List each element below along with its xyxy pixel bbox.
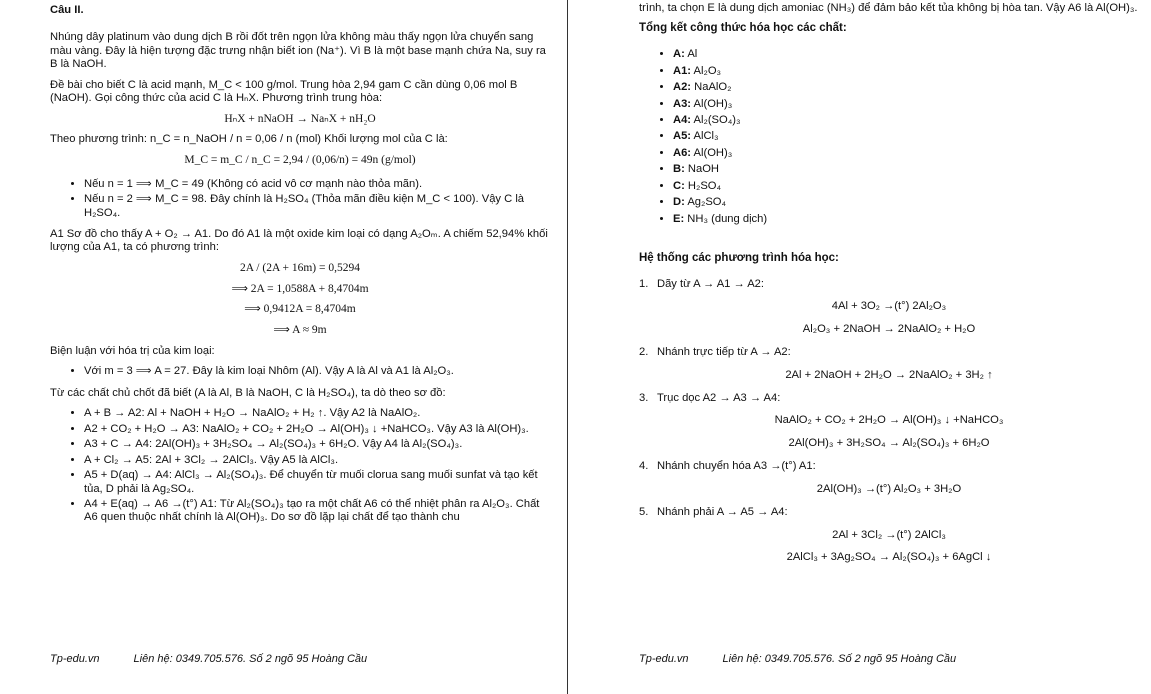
summary-item: [673, 65, 1139, 78]
equation-step-3: ⟹ A ≈ 9m: [273, 324, 327, 337]
chemical-equation: 2Al + 3Cl₂ →(t°) 2AlCl₃: [832, 528, 946, 541]
summary-item: [673, 213, 1139, 226]
summary-key: A4:: [673, 113, 692, 126]
chemical-equation: NaAlO₂ + CO₂ + 2H₂O → Al(OH)₃ ↓ +NaHCO₃: [774, 414, 1004, 427]
continuation-text: trình, ta chọn E là dung dịch amoniac (NH₃) để đảm bảo kết tủa không bị hòa tan. Vậy A6 là Al(OH)₃.: [639, 2, 1138, 14]
group-title: Trục dọc A2 → A3 → A4:: [657, 392, 781, 405]
case-n1: • Nếu n = 1 ⟹ M_C = 49 (Không có acid vô cơ mạnh nào thỏa mãn).: [84, 178, 550, 191]
group-number: 5.: [639, 506, 649, 519]
summary-item: [673, 196, 1139, 209]
right-page: [569, 0, 1151, 694]
equation-group: [639, 460, 1139, 496]
summary-item: [673, 147, 1139, 160]
summary-key: A6:: [673, 146, 692, 159]
summary-item: [673, 163, 1139, 176]
case-m3: • Với m = 3 ⟹ A = 27. Đây là kim loại Nhôm (Al). Vậy A là Al và A1 là Al₂O₃.: [84, 365, 550, 378]
summary-value: Al₂(SO₄)₃: [693, 113, 741, 126]
equation-group: [639, 346, 1139, 382]
group-number: 4.: [639, 460, 649, 473]
summary-value: H₂SO₄: [687, 179, 722, 192]
chemical-equation: Al₂O₃ + 2NaOH → 2NaAlO₂ + H₂O: [802, 322, 976, 335]
group-title: Nhánh phải A → A5 → A4:: [657, 506, 788, 519]
reaction-step: • A5 + D(aq) → A4: AlCl₃ → Al₂(SO₄)₃. Để chuyển từ muối clorua sang muối sunfat và tạo kết tủa, D phải là Ag₂SO₄.: [84, 469, 550, 496]
group-title: Dãy từ A → A1 → A2:: [657, 277, 764, 290]
group-heading: [639, 460, 1139, 473]
paragraph-1: Nhúng dây platinum vào dung dịch B rồi đốt trên ngọn lửa không màu thấy ngọn lửa chuyển sang màu vàng. Đây là hiện tượng đặc trưng nhận biết ion (Na⁺). Vì B là một base mạnh chứa Na, suy ra B là NaOH.: [50, 31, 546, 71]
footer-site: Tp-edu.vn: [639, 653, 689, 665]
summary-value: AlCl₃: [693, 130, 719, 143]
equation-molar-mass: M_C = m_C / n_C = 2,94 / (0,06/n) = 49n (g/mol): [184, 153, 416, 166]
group-heading: [639, 392, 1139, 405]
equation-step-2: ⟹ 0,9412A = 8,4704m: [244, 303, 356, 316]
reaction-step: • A2 + CO₂ + H₂O → A3: NaAlO₂ + CO₂ + 2H₂O → Al(OH)₃ ↓ +NaHCO₃. Vậy A3 là Al(OH)₃.: [84, 423, 550, 436]
summary-key: A1:: [673, 64, 692, 77]
footer-contact: Liên hệ: 0349.705.576. Số 2 ngõ 95 Hoàng Cầu: [133, 653, 368, 665]
chemical-equation: 2Al(OH)₃ →(t°) Al₂O₃ + 3H₂O: [816, 482, 962, 495]
summary-item: [673, 130, 1139, 143]
equation-group: [639, 278, 1139, 336]
group-heading: [639, 506, 1139, 519]
paragraph-3: Theo phương trình: n_C = n_NaOH / n = 0,06 / n (mol) Khối lượng mol của C là:: [50, 133, 448, 146]
group-heading: [639, 278, 1139, 291]
summary-value: NH₃ (dung dịch): [687, 212, 768, 225]
summary-value: NaOH: [687, 163, 720, 176]
group-title: Nhánh chuyển hóa A3 →(t°) A1:: [657, 460, 816, 473]
group-number: 3.: [639, 392, 649, 405]
summary-key: A5:: [673, 130, 692, 143]
system-title: Hệ thống các phương trình hóa học:: [639, 252, 839, 265]
reaction-step: • A + Cl₂ → A5: 2Al + 3Cl₂ → 2AlCl₃. Vậy A5 là AlCl₃.: [84, 454, 550, 467]
footer-contact: Liên hệ: 0349.705.576. Số 2 ngõ 95 Hoàng Cầu: [722, 653, 957, 665]
group-number: 1.: [639, 277, 649, 290]
summary-title: Tổng kết công thức hóa học các chất:: [639, 22, 847, 35]
summary-item: [673, 98, 1139, 111]
summary-value: Ag₂SO₄: [687, 196, 727, 209]
summary-value: Al(OH)₃: [693, 146, 733, 159]
case-list-m: [50, 365, 550, 378]
paragraph-4: A1 Sơ đồ cho thấy A + O₂ → A1. Do đó A1 là một oxide kim loại có dạng A₂Oₘ. A chiếm 52,94% khối lượng của A1, ta có phương trình:: [50, 227, 548, 254]
equation-step-1: ⟹ 2A = 1,0588A + 8,4704m: [231, 282, 369, 295]
summary-list: [639, 48, 1139, 226]
summary-item: [673, 180, 1139, 193]
paragraph-6: Từ các chất chủ chốt đã biết (A là Al, B là NaOH, C là H₂SO₄), ta dò theo sơ đồ:: [50, 386, 446, 399]
equation-neutralization: HₙX + nNaOH → NaₙX + nH₂O: [224, 112, 376, 125]
group-title: Nhánh trực tiếp từ A → A2:: [657, 346, 791, 359]
section-heading: Câu II.: [50, 4, 84, 16]
equation-mass-ratio: 2A / (2A + 16m) = 0,5294: [240, 261, 360, 274]
equation-group: [639, 392, 1139, 450]
case-n2: • Nếu n = 2 ⟹ M_C = 98. Đây chính là H₂SO₄ (Thỏa mãn điều kiện M_C < 100). Vậy C là H₂SO₄.: [84, 193, 550, 220]
left-page: [0, 0, 568, 694]
summary-key: B:: [673, 163, 685, 176]
group-number: 2.: [639, 346, 649, 359]
paragraph-5: Biện luận với hóa trị của kim loại:: [50, 345, 215, 358]
summary-key: A:: [673, 48, 685, 61]
chemical-equation: 2Al + 2NaOH + 2H₂O → 2NaAlO₂ + 3H₂ ↑: [785, 368, 993, 381]
summary-key: E:: [673, 212, 685, 225]
summary-value: Al₂O₃: [693, 64, 722, 77]
equation-group: [639, 506, 1139, 564]
paragraph-2: Đề bài cho biết C là acid mạnh, M_C < 100 g/mol. Trung hòa 2,94 gam C cần dùng 0,06 mol B (NaOH). Gọi công thức của acid C là HₙX. Phương trình trung hòa:: [50, 78, 518, 105]
reaction-step: • A3 + C → A4: 2Al(OH)₃ + 3H₂SO₄ → Al₂(SO₄)₃ + 6H₂O. Vậy A4 là Al₂(SO₄)₃.: [84, 438, 550, 451]
case-list-n: [50, 178, 550, 220]
reaction-steps: [50, 407, 550, 525]
footer-left: [50, 653, 367, 666]
summary-value: Al: [687, 48, 698, 61]
group-heading: [639, 346, 1139, 359]
reaction-step: • A4 + E(aq) → A6 →(t°) A1: Từ Al₂(SO₄)₃ tạo ra một chất A6 có thể nhiệt phân ra Al₂O₃. Chất A6 quen thuộc nhất chính là Al(OH)₃. Do sơ đồ lặp lại chất để tạo thành chu: [84, 498, 550, 525]
summary-key: C:: [673, 179, 685, 192]
chemical-equation: 2AlCl₃ + 3Ag₂SO₄ → Al₂(SO₄)₃ + 6AgCl ↓: [786, 551, 992, 564]
summary-item: [673, 114, 1139, 127]
summary-value: Al(OH)₃: [693, 97, 733, 110]
summary-key: A3:: [673, 97, 692, 110]
equation-groups: [639, 278, 1139, 565]
summary-item: [673, 48, 1139, 61]
reaction-step: • A + B → A2: Al + NaOH + H₂O → NaAlO₂ + H₂ ↑. Vậy A2 là NaAlO₂.: [84, 407, 550, 420]
footer-site: Tp-edu.vn: [50, 653, 100, 665]
summary-item: [673, 81, 1139, 94]
summary-value: NaAlO₂: [694, 81, 732, 94]
summary-key: D:: [673, 196, 685, 209]
footer-right: [639, 653, 956, 666]
summary-key: A2:: [673, 81, 692, 94]
chemical-equation: 2Al(OH)₃ + 3H₂SO₄ → Al₂(SO₄)₃ + 6H₂O: [788, 436, 990, 449]
chemical-equation: 4Al + 3O₂ →(t°) 2Al₂O₃: [831, 300, 947, 313]
